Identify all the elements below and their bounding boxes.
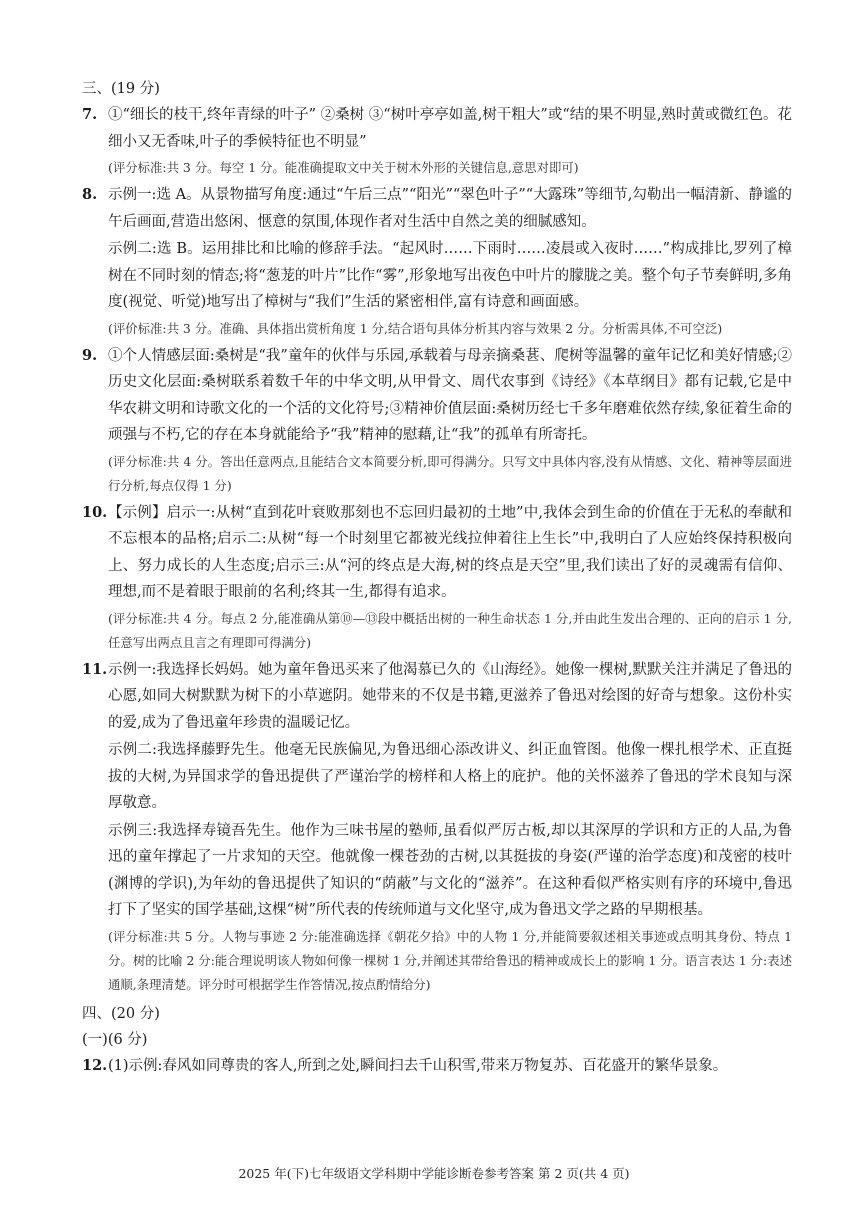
scoring-note: (评价标准:共 3 分。准确、具体指出赏析角度 1 分,结合语句具体分析其内容与效果 2 分。分析需具体,不可空泛) <box>108 320 723 336</box>
section-3-heading: 三、(19 分) <box>82 81 160 97</box>
question-number: 9. <box>82 346 98 364</box>
question-12 <box>82 1053 792 1080</box>
question-number: 10. <box>82 503 108 521</box>
question-number: 8. <box>82 186 98 203</box>
scoring-note: (评分标准:共 4 分。答出任意两点,且能结合文本简要分析,即可得满分。只写文中具体内容,没有从情感、文化、精神等层面进行分析,每点仅得 1 分) <box>108 453 792 493</box>
answer-example-3: 示例三:我选择寿镜吾先生。他作为三味书屋的塾师,虽看似严厉古板,却以其深厚的学识和方正的人品,为鲁迅的童年撑起了一片求知的天空。他就像一棵苍劲的古树,以其挺拔的身姿(严谨的治学态度)和茂密的枝叶(渊博的学识),为年幼的鲁迅提供了知识的“荫蔽”与文化的“滋养”。在这种看似严格实则有序的环境中,鲁迅打下了坚实的国学基础,这棵“树”所代表的传统师道与文化坚守,成为鲁迅文学之路的早期根基。 <box>108 822 792 918</box>
answer-text: ①个人情感层面:桑树是“我”童年的伙伴与乐园,承载着与母亲摘桑葚、爬树等温馨的童年记忆和美好情感;②历史文化层面:桑树联系着数千年的中华文明,从甲骨文、周代农事到《诗经》《本草纲目》都有记载,它是中华农耕文明和诗歌文化的一个活的文化符号;③精神价值层面:桑树历经七千多年磨难依然存续,象征着生命的顽强与不朽,它的存在本身就能给予“我”精神的慰藉,让“我”的孤单有所寄托。 <box>108 347 792 443</box>
scoring-note: (评分标准:共 3 分。每空 1 分。能准确提取文中关于树木外形的关键信息,意思对即可) <box>108 160 579 175</box>
answer-text: (1)示例:春风如同尊贵的客人,所到之处,瞬间扫去千山积雪,带来万物复苏、百花盛开的繁华景象。 <box>108 1057 728 1074</box>
question-number: 12. <box>82 1056 108 1074</box>
subsection-1-heading: (一)(6 分) <box>82 1031 148 1048</box>
question-10 <box>82 500 792 655</box>
answer-example-1: 示例一:选 A。从景物描写角度:通过“午后三点”“阳光”“翠色叶子”“大露珠”等细节,勾勒出一幅清新、静谧的午后画面,营造出悠闲、惬意的氛围,体现作者对生活中自然之美的细腻感知。 <box>108 187 792 230</box>
question-number: 11. <box>82 660 108 678</box>
page-footer: 2025 年(下)七年级语文学科期中学能诊断卷参考答案 第 2 页(共 4 页) <box>238 1166 630 1181</box>
question-11 <box>82 657 792 997</box>
scoring-note: (评分标准:共 5 分。人物与事迹 2 分:能准确选择《朝花夕拾》中的人物 1 分,并能简要叙述相关事迹或点明其身份、特点 1 分。树的比喻 2 分:能合理说明该人物如何像一棵树 1 分,并阐述其带给鲁迅的精神或成长上的影响 1 分。语言表达 1 分:表述通顺,条理清楚。评分时可根据学生作答情况,按点酌情给分) <box>108 928 792 992</box>
question-8 <box>82 182 792 341</box>
answer-text: 【示例】启示一:从树“直到花叶衰败那刻也不忘回归最初的土地”中,我体会到生命的价值在于无私的奉献和不忘根本的品格;启示二:从树“每一个时刻里它都被光线拉伸着往上生长”中,我明白了人应始终保持积极向上、努力成长的人生态度;启示三:从“河的终点是大海,树的终点是天空”里,我们读出了好的灵魂需有信仰、理想,而不是着眼于眼前的名利;终其一生,都得有追求。 <box>108 504 792 600</box>
page-content <box>82 76 792 1079</box>
question-9 <box>82 343 792 498</box>
question-7 <box>82 102 792 180</box>
answer-text: ①“细长的枝干,终年青绿的叶子” ②桑树 ③“树叶亭亭如盖,树干粗大”或“结的果不明显,熟时黄或微红色。花细小又无香味,叶子的季候特征也不明显” <box>108 107 792 150</box>
scoring-note: (评分标准:共 4 分。每点 2 分,能准确从第⑩—⑬段中概括出树的一种生命状态 1 分,并由此生发出合理的、正向的启示 1 分,任意写出两点且言之有理即可得满分) <box>108 610 792 650</box>
question-number: 7. <box>82 106 98 123</box>
section-4-heading: 四、(20 分) <box>82 1005 160 1022</box>
answer-example-1: 示例一:我选择长妈妈。她为童年鲁迅买来了他渴慕已久的《山海经》。她像一棵树,默默关注并满足了鲁迅的心愿,如同大树默默为树下的小草遮阴。她带来的不仅是书籍,更滋养了鲁迅对绘图的好奇与想象。这份朴实的爱,成为了鲁迅童年珍贵的温暖记忆。 <box>108 661 792 731</box>
answer-example-2: 示例二:我选择藤野先生。他毫无民族偏见,为鲁迅细心添改讲义、纠正血管图。他像一棵扎根学术、正直挺拔的大树,为异国求学的鲁迅提供了严谨治学的榜样和人格上的庇护。他的关怀滋养了鲁迅的学术良知与深厚敬意。 <box>108 742 792 811</box>
answer-example-2: 示例二:选 B。运用排比和比喻的修辞手法。“起风时……下雨时……凌晨或入夜时……”构成排比,罗列了樟树在不同时刻的情态;将“葱茏的叶片”比作“雾”,形象地写出夜色中叶片的朦胧之美。整个句子节奏鲜明,多角度(视觉、听觉)地写出了樟树与“我们”生活的紧密相伴,富有诗意和画面感。 <box>108 241 792 310</box>
